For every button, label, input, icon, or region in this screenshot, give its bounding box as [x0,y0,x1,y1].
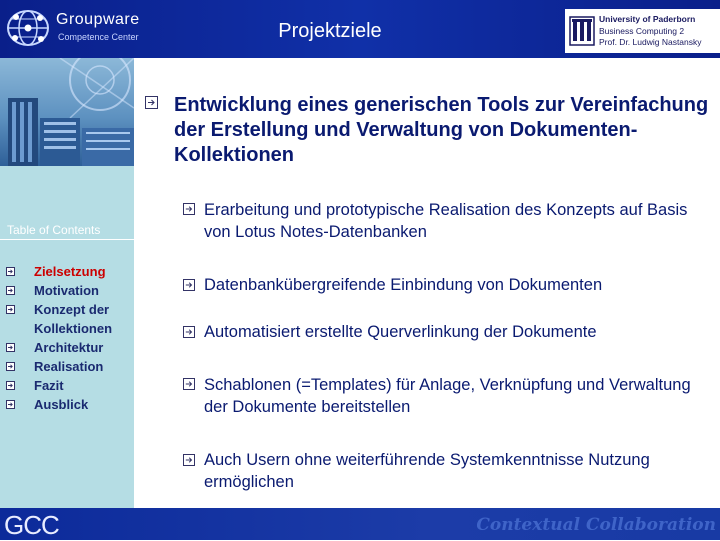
toc-list [6,262,131,414]
toc-item-fazit[interactable] [6,376,131,395]
arrow-box-icon [183,454,195,466]
slide-header [0,0,720,58]
arrow-box-icon [6,343,15,352]
campus-photo [0,58,134,166]
bullet-item: Automatisiert erstellte Querverlinkung der Dokumente [204,323,597,341]
slide-footer [0,508,720,540]
toc-item-label: Realisation [34,359,104,374]
toc-item-label: Motivation [34,283,99,298]
toc-item-label: Fazit [34,378,64,393]
network-globe-icon [6,8,50,48]
toc-item-zielsetzung[interactable] [6,262,131,281]
toc-item-konzept[interactable] [6,300,131,338]
sidebar [0,58,134,508]
arrow-box-icon [6,381,15,390]
main-heading: Entwicklung eines generischen Tools zur Vereinfachung der Erstellung und Verwaltung von Dokumenten-Kollektionen [174,94,709,166]
arrow-box-icon [6,400,15,409]
toc-item-realisation[interactable] [6,357,131,376]
arrow-box-icon [183,203,195,215]
logo-subtitle: Competence Center [58,32,139,42]
toc-item-ausblick[interactable] [6,395,131,414]
professor-name: Prof. Dr. Ludwig Nastansky [599,37,702,47]
groupware-logo [6,6,146,50]
toc-item-label: Zielsetzung [34,264,106,279]
slide-title: Projektziele [278,20,382,42]
footer-gcc-logo: GCC [4,510,59,540]
footer-tagline: Contextual Collaboration [476,515,716,535]
toc-item-motivation[interactable] [6,281,131,300]
toc-title: Table of Contents [7,223,101,237]
arrow-box-icon [6,362,15,371]
arrow-box-icon [183,378,195,390]
arrow-box-icon [6,267,15,276]
bullet-item: Erarbeitung und prototypische Realisation des Konzepts auf Basis von Lotus Notes-Datenbanken [204,201,688,241]
arrow-box-icon [145,96,158,109]
university-emblem-icon [569,15,595,47]
toc-divider [0,239,134,240]
arrow-box-icon [183,326,195,338]
university-logo [565,9,720,53]
university-name: University of Paderborn [599,14,696,24]
bullet-item: Datenbankübergreifende Einbindung von Dokumenten [204,276,603,294]
toc-item-label: Ausblick [34,397,89,412]
bullet-item: Auch Usern ohne weiterführende Systemkenntnisse Nutzung ermöglichen [204,451,650,491]
logo-name: Groupware [56,11,140,28]
department-name: Business Computing 2 [599,26,685,36]
toc-item-label: Konzept der Kollektionen [34,302,113,336]
arrow-box-icon [183,279,195,291]
arrow-box-icon [6,305,15,314]
toc-item-label: Architektur [34,340,104,355]
toc-item-architektur[interactable] [6,338,131,357]
slide-content [134,58,720,508]
bullet-item: Schablonen (=Templates) für Anlage, Verknüpfung und Verwaltung der Dokumente bereitstellen [204,376,691,416]
arrow-box-icon [6,286,15,295]
campus-building-image [0,58,134,166]
